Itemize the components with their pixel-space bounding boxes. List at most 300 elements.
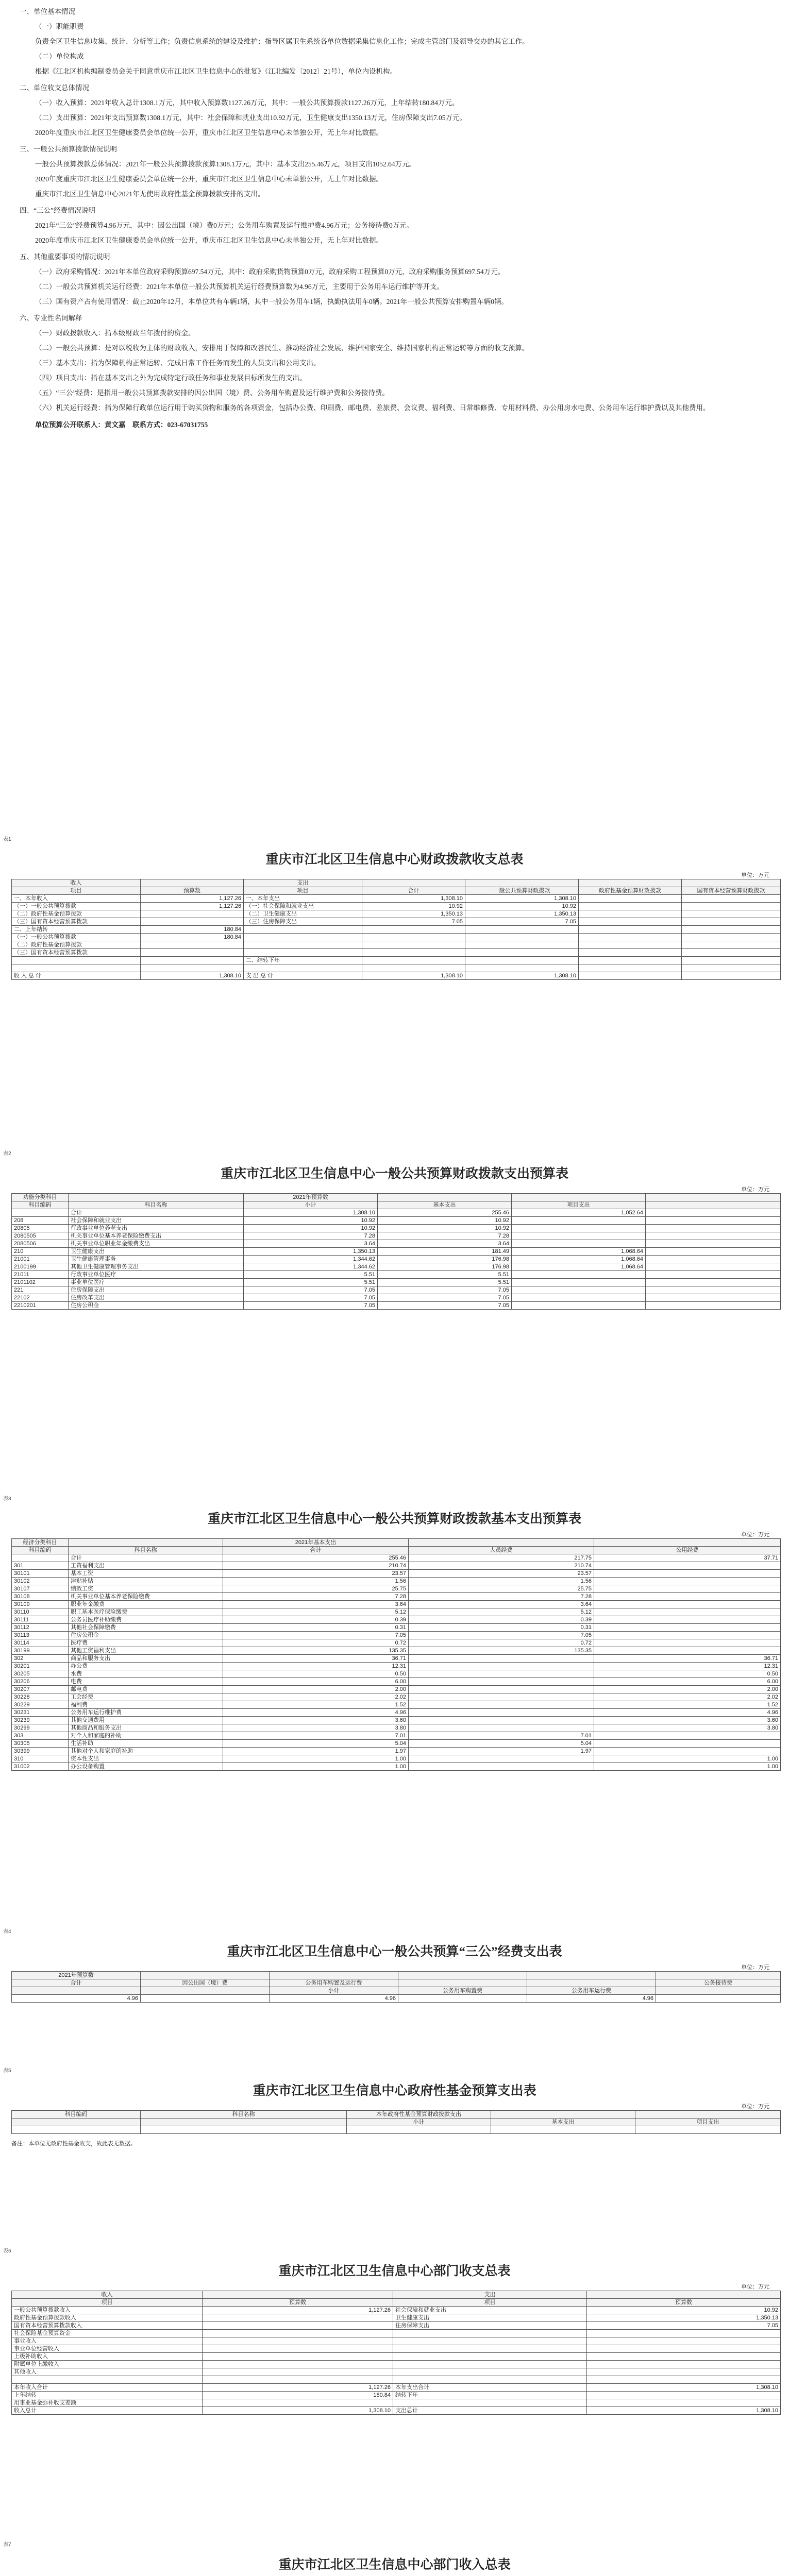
table-unit: 单位：万元 xyxy=(741,1532,769,1538)
table-header-cell: 项目 xyxy=(393,2299,587,2307)
table-cell: 2080505 xyxy=(12,1232,69,1240)
table-cell: 本年支出合计 xyxy=(393,2384,587,2392)
table-cell xyxy=(409,1670,594,1678)
table-cell: 7.05 xyxy=(223,1632,409,1639)
table-header-cell xyxy=(12,2119,141,2126)
table-cell: 30299 xyxy=(12,1724,69,1732)
table-cell: 一般公共预算拨款收入 xyxy=(12,2307,203,2314)
table-header-cell xyxy=(398,1972,527,1979)
table-row xyxy=(12,2314,781,2322)
general-public-text-2: 2020年度重庆市江北区卫生健康委员会单位统一公开，重庆市江北区卫生信息中心未单独公开，无上年对比数据。 xyxy=(35,175,383,183)
table-cell: 7.01 xyxy=(223,1732,409,1740)
table-header-cell: 功能分类科目 xyxy=(12,1194,69,1201)
heading-composition: （二）单位构成 xyxy=(35,53,84,60)
table-number: 表4 xyxy=(3,1929,11,1935)
table-row xyxy=(12,949,781,957)
table-cell xyxy=(594,1593,781,1601)
table-cell xyxy=(682,941,781,949)
table-cell: 21011 xyxy=(12,1271,69,1279)
table-cell xyxy=(12,957,141,964)
table-cell: 7.28 xyxy=(378,1232,512,1240)
term-4: （四）项目支出：指在基本支出之外为完成特定行政任务和事业发展目标所发生的支出。 xyxy=(35,374,307,382)
table-cell xyxy=(594,1616,781,1624)
table-row xyxy=(12,1663,781,1670)
table-header-cell: 科目名称 xyxy=(141,2111,347,2119)
table-header-row xyxy=(12,1547,781,1554)
table-cell: 1,068.64 xyxy=(512,1263,646,1271)
table-header-row xyxy=(12,887,781,895)
table-cell xyxy=(409,1724,594,1732)
table-cell xyxy=(646,1286,781,1294)
table-row xyxy=(12,903,781,910)
other-text-3: （三）国有资产占有使用情况：截止2020年12月，本单位共有车辆1辆，其中一般公务用车1辆，执勤执法用车0辆。2021年一般公共预算安排购置车辆0辆。 xyxy=(35,298,508,306)
table-cell xyxy=(646,1240,781,1248)
table-cell xyxy=(512,1302,646,1310)
table-cell xyxy=(203,2322,393,2330)
table-row xyxy=(12,1209,781,1217)
table-cell: 5.04 xyxy=(223,1740,409,1748)
table-cell: 对个人和家庭的补助 xyxy=(69,1732,223,1740)
heading-duty: （一）职能职责 xyxy=(35,23,84,30)
term-6: （六）机关运行经费：指为保障行政单位运行用于购买货物和服务的各项资金，包括办公费、印刷费、邮电费、差旅费、会议费、福利费、日常维修费、专用材料费、办公用房水电费、公务用车运行维护费以及其他费用。 xyxy=(35,404,710,412)
heading-overall: 二、单位收支总体情况 xyxy=(20,84,89,92)
table-row xyxy=(12,918,781,926)
table-row xyxy=(12,1217,781,1225)
table-cell xyxy=(646,1256,781,1263)
table-cell: 支出总计 xyxy=(393,2407,587,2415)
table-header-row xyxy=(12,2119,781,2126)
table-cell xyxy=(594,1740,781,1748)
compare-text: 2020年度重庆市江北区卫生健康委员会单位统一公开，重庆市江北区卫生信息中心未单独公开，无上年对比数据。 xyxy=(35,129,383,137)
table-cell: 7.05 xyxy=(244,1294,378,1302)
term-2: （二）一般公共预算：是对以税收为主体的财政收入，安排用于保障和改善民生、推动经济社会发展、维护国家安全、维持国家机构正常运转等方面的收支预算。 xyxy=(35,344,529,352)
table-header-cell: 支出 xyxy=(393,2291,587,2299)
table-row xyxy=(12,926,781,934)
heading-basic-info: 一、单位基本情况 xyxy=(20,8,75,15)
table-cell: 公务员医疗补助缴费 xyxy=(69,1616,223,1624)
table-header-cell: 经济分类科目 xyxy=(12,1539,69,1547)
table-row xyxy=(12,1740,781,1748)
table-header-cell: 政府性基金预算财政拨款 xyxy=(579,887,682,895)
table-cell: 电费 xyxy=(69,1678,223,1686)
table-cell: 附属单位上缴收入 xyxy=(12,2361,203,2368)
table-cell: 国有资本经营预算拨款收入 xyxy=(12,2322,203,2330)
table-cell: 水费 xyxy=(69,1670,223,1678)
table-row xyxy=(12,1554,781,1562)
table-header-cell: 2021年基本支出 xyxy=(223,1539,409,1547)
table-cell: 12.31 xyxy=(223,1663,409,1670)
table-cell xyxy=(682,964,781,972)
table-cell: 卫生健康管理事务 xyxy=(69,1256,244,1263)
table-cell xyxy=(594,1601,781,1608)
table-cell: 1,127.26 xyxy=(141,903,244,910)
table-cell: 1.00 xyxy=(594,1755,781,1763)
table-cell xyxy=(203,2361,393,2368)
table-cell xyxy=(409,1693,594,1701)
table-header-cell xyxy=(141,1972,270,1979)
table-cell xyxy=(409,1755,594,1763)
table-cell xyxy=(579,949,682,957)
table-cell: 事业单位经营收入 xyxy=(12,2345,203,2353)
budget-table xyxy=(11,879,781,980)
table-header-cell: 基本支出 xyxy=(491,2119,635,2126)
table-header-row xyxy=(12,2291,781,2299)
table-cell: 30101 xyxy=(12,1570,69,1578)
table-header-cell: 合计 xyxy=(362,887,465,895)
table-row xyxy=(12,2126,781,2134)
table-cell: 0.50 xyxy=(223,1670,409,1678)
table-cell: 本年收入合计 xyxy=(12,2384,203,2392)
table-row xyxy=(12,1294,781,1302)
table-cell xyxy=(594,1562,781,1570)
table-header-cell: 收入 xyxy=(12,2291,203,2299)
table-cell: 1,127.26 xyxy=(203,2307,393,2314)
table-title: 重庆市江北区卫生信息中心财政拨款收支总表 xyxy=(265,853,524,867)
table-row xyxy=(12,1732,781,1740)
table-cell: 5.51 xyxy=(244,1279,378,1286)
table-cell: 30228 xyxy=(12,1693,69,1701)
table-cell: 住房公积金 xyxy=(69,1302,244,1310)
table-cell: 合计 xyxy=(69,1209,244,1217)
table-header-cell: 科目名称 xyxy=(69,1547,223,1554)
table-number: 表7 xyxy=(3,2542,11,2548)
table-cell: 4.96 xyxy=(594,1709,781,1717)
table-cell: 3.60 xyxy=(223,1717,409,1724)
heading-three-public: 四、“三公”经费情况说明 xyxy=(20,207,95,214)
table-row xyxy=(12,2368,781,2376)
table-cell: 2080506 xyxy=(12,1240,69,1248)
table-cell: 3.64 xyxy=(244,1240,378,1248)
table-cell: 12.31 xyxy=(594,1663,781,1670)
table-header-cell: 一般公共预算财政拨款 xyxy=(465,887,579,895)
table-cell xyxy=(594,1639,781,1647)
table-cell: 1,350.13 xyxy=(587,2314,781,2322)
table-row xyxy=(12,2361,781,2368)
table-row xyxy=(12,2407,781,2415)
table-cell: 1.56 xyxy=(223,1578,409,1585)
table-header-row xyxy=(12,1979,781,1987)
table-title: 重庆市江北区卫生信息中心政府性基金预算支出表 xyxy=(253,2084,536,2098)
table-cell: 5.12 xyxy=(223,1608,409,1616)
table-cell: 1.97 xyxy=(223,1748,409,1755)
table-row xyxy=(12,2307,781,2314)
table-cell xyxy=(512,1240,646,1248)
table-cell: 7.05 xyxy=(378,1286,512,1294)
table-cell: 二、上年结转 xyxy=(12,926,141,934)
budget-table xyxy=(11,1971,781,2003)
table-row xyxy=(12,1639,781,1647)
table-cell: 3.64 xyxy=(223,1601,409,1608)
table-cell: 10.92 xyxy=(378,1225,512,1232)
table-cell: 10.92 xyxy=(362,903,465,910)
table-header-cell: 项目 xyxy=(12,2299,203,2307)
table-row xyxy=(12,1225,781,1232)
table-header-cell: 支出 xyxy=(244,879,362,887)
table-cell xyxy=(579,972,682,980)
table-cell: 5.12 xyxy=(409,1608,594,1616)
table-header-cell: 公务接待费 xyxy=(656,1979,781,1987)
table-row xyxy=(12,1748,781,1755)
table-cell: 卫生健康支出 xyxy=(393,2314,587,2322)
table-cell: 301 xyxy=(12,1562,69,1570)
table-cell: 30199 xyxy=(12,1647,69,1655)
table-row xyxy=(12,1678,781,1686)
table-cell: 津贴补贴 xyxy=(69,1578,223,1585)
table-row xyxy=(12,934,781,941)
table-cell: 1.56 xyxy=(409,1578,594,1585)
table-cell: 221 xyxy=(12,1286,69,1294)
table-cell: 7.05 xyxy=(465,918,579,926)
table-cell xyxy=(244,964,362,972)
table-row xyxy=(12,1302,781,1310)
table-row xyxy=(12,1279,781,1286)
table-cell: 事业收入 xyxy=(12,2337,203,2345)
table-cell: 21001 xyxy=(12,1256,69,1263)
table-cell xyxy=(244,941,362,949)
table-cell: 职工基本医疗保险缴费 xyxy=(69,1608,223,1616)
table-header-cell xyxy=(656,1987,781,1995)
table-cell: 7.05 xyxy=(378,1302,512,1310)
table-unit: 单位：万元 xyxy=(741,2104,769,2110)
table-header-cell xyxy=(682,879,781,887)
table-cell xyxy=(141,957,244,964)
table-cell: 工资福利支出 xyxy=(69,1562,223,1570)
table-header-cell xyxy=(646,1194,781,1201)
table-cell xyxy=(203,2337,393,2345)
table-row xyxy=(12,1624,781,1632)
table-header-cell: 项目支出 xyxy=(512,1201,646,1209)
table-cell xyxy=(203,2368,393,2376)
expense-text: （二）支出预算：2021年支出预算数1308.1万元，其中：社会保障和就业支出10.92万元，卫生健康支出1350.13万元，住房保障支出7.05万元。 xyxy=(35,114,466,122)
table-cell: 30205 xyxy=(12,1670,69,1678)
table-cell: 2.02 xyxy=(223,1693,409,1701)
table-cell: 176.98 xyxy=(378,1263,512,1271)
table-title: 重庆市江北区卫生信息中心部门收支总表 xyxy=(278,2264,511,2278)
table-cell xyxy=(646,1294,781,1302)
table-cell xyxy=(512,1279,646,1286)
table-cell xyxy=(12,1554,69,1562)
table-cell xyxy=(587,2330,781,2337)
table-cell: 30239 xyxy=(12,1717,69,1724)
table-cell: 1,350.13 xyxy=(244,1248,378,1256)
table-cell: 5.51 xyxy=(244,1271,378,1279)
table-cell: 255.46 xyxy=(223,1554,409,1562)
table-cell xyxy=(203,2353,393,2361)
table-row xyxy=(12,1263,781,1271)
table-cell: 4.96 xyxy=(270,1995,398,2003)
table-cell xyxy=(512,1271,646,1279)
table-header-cell: 公务用车购置及运行费 xyxy=(270,1979,398,1987)
table-cell: 合计 xyxy=(69,1554,223,1562)
table-row xyxy=(12,1286,781,1294)
table-cell: 1,308.10 xyxy=(465,972,579,980)
table-cell xyxy=(646,1263,781,1271)
table-cell xyxy=(465,934,579,941)
table-header-cell xyxy=(69,1194,244,1201)
term-1: （一）财政拨款收入：指本级财政当年拨付的资金。 xyxy=(35,329,195,337)
table-cell: 其他社会保障缴费 xyxy=(69,1624,223,1632)
table-header-cell: 小计 xyxy=(270,1987,398,1995)
table-row xyxy=(12,2384,781,2392)
table-cell: 2.00 xyxy=(223,1686,409,1693)
table-header-cell xyxy=(270,1972,398,1979)
heading-other-matters: 五、其他重要事项的情况说明 xyxy=(20,253,110,261)
table-cell xyxy=(491,2126,635,2134)
table-cell xyxy=(587,2337,781,2345)
table-cell: 职业年金缴费 xyxy=(69,1601,223,1608)
three-public-text-1: 2021年“三公”经费预算4.96万元，其中：因公出国（境）费0万元；公务用车购置及运行维护费4.96万元；公务接待费0万元。 xyxy=(35,222,414,229)
table-cell: 1.00 xyxy=(223,1755,409,1763)
table-cell xyxy=(656,1995,781,2003)
table-cell xyxy=(587,2361,781,2368)
table-cell: 3.64 xyxy=(409,1601,594,1608)
table-cell xyxy=(682,926,781,934)
table-cell xyxy=(393,2376,587,2384)
table-cell: 30102 xyxy=(12,1578,69,1585)
table-row xyxy=(12,1717,781,1724)
table-cell xyxy=(141,918,244,926)
table-row xyxy=(12,910,781,918)
table-cell xyxy=(646,1248,781,1256)
table-cell: 3.80 xyxy=(223,1724,409,1732)
table-header-cell: 因公出国（境）费 xyxy=(141,1979,270,1987)
table-cell: 收入总计 xyxy=(12,2407,203,2415)
table-cell xyxy=(141,2126,347,2134)
table-cell xyxy=(579,934,682,941)
table-cell xyxy=(203,2345,393,2353)
table-cell xyxy=(362,926,465,934)
table-cell xyxy=(465,941,579,949)
table-cell xyxy=(646,1217,781,1225)
table-cell xyxy=(244,949,362,957)
table-cell: 0.31 xyxy=(223,1624,409,1632)
table-cell: 10.92 xyxy=(244,1217,378,1225)
table-cell xyxy=(203,2314,393,2322)
table-cell: 30108 xyxy=(12,1593,69,1601)
table-cell xyxy=(646,1279,781,1286)
table-row xyxy=(12,1755,781,1763)
table-row xyxy=(12,941,781,949)
table-cell: 210.74 xyxy=(223,1562,409,1570)
table-cell xyxy=(465,964,579,972)
table-cell: 7.05 xyxy=(378,1294,512,1302)
table-header-cell: 科目名称 xyxy=(69,1201,244,1209)
table-header-cell xyxy=(409,1539,594,1547)
table-row xyxy=(12,2330,781,2337)
table-row xyxy=(12,1709,781,1717)
table-header-row xyxy=(12,1972,781,1979)
table-row xyxy=(12,1647,781,1655)
table-header-cell: 公务用车运行费 xyxy=(527,1987,656,1995)
table-cell xyxy=(347,2126,491,2134)
table-cell: 37.71 xyxy=(594,1554,781,1562)
table-cell xyxy=(409,1709,594,1717)
table-cell: 7.28 xyxy=(409,1593,594,1601)
table-cell xyxy=(594,1732,781,1740)
table-cell: 结转下年 xyxy=(393,2392,587,2399)
table-header-cell xyxy=(527,1979,656,1987)
table-header-row xyxy=(12,1987,781,1995)
table-cell: 商品和服务支出 xyxy=(69,1655,223,1663)
table-row xyxy=(12,1256,781,1263)
table-unit: 单位：万元 xyxy=(741,1187,769,1193)
table-header-cell: 预算数 xyxy=(203,2299,393,2307)
budget-table xyxy=(11,1193,781,1310)
table-cell: 0.31 xyxy=(409,1624,594,1632)
table-cell: 0.72 xyxy=(223,1639,409,1647)
table-cell: 7.05 xyxy=(409,1632,594,1639)
table-cell xyxy=(587,2392,781,2399)
table-header-cell xyxy=(646,1201,781,1209)
table-cell: 1,127.26 xyxy=(141,895,244,903)
table-cell xyxy=(512,1294,646,1302)
table-cell: 210 xyxy=(12,1248,69,1256)
table-cell: 10.92 xyxy=(378,1217,512,1225)
table-cell: 30107 xyxy=(12,1585,69,1593)
table-cell: 7.28 xyxy=(244,1232,378,1240)
table-row xyxy=(12,1240,781,1248)
table-header-cell xyxy=(203,2291,393,2299)
table-cell: 30113 xyxy=(12,1632,69,1639)
table-cell: 7.05 xyxy=(244,1286,378,1294)
table-cell xyxy=(203,2399,393,2407)
table-header-row xyxy=(12,2111,781,2119)
table-cell: 用事业基金弥补收支差额 xyxy=(12,2399,203,2407)
table-cell xyxy=(512,1217,646,1225)
table-cell: 30207 xyxy=(12,1686,69,1693)
general-public-text-1: 一般公共预算拨款总体情况：2021年一般公共预算拨款预算1308.1万元，其中：基本支出255.46万元，项目支出1052.64万元。 xyxy=(35,160,416,168)
table-number: 表5 xyxy=(3,2068,11,2074)
budget-table xyxy=(11,1538,781,1771)
table-header-cell: 项目 xyxy=(12,887,141,895)
table-row xyxy=(12,2337,781,2345)
table-cell: 生活补助 xyxy=(69,1740,223,1748)
table-cell xyxy=(594,1748,781,1755)
table-header-cell xyxy=(141,1987,270,1995)
table-header-cell: 项目 xyxy=(244,887,362,895)
table-cell: 1.00 xyxy=(594,1763,781,1771)
table-cell: 135.35 xyxy=(409,1647,594,1655)
table-cell: 310 xyxy=(12,1755,69,1763)
table-cell xyxy=(409,1701,594,1709)
table-cell: 30229 xyxy=(12,1701,69,1709)
table-cell: 其他交通费用 xyxy=(69,1717,223,1724)
table-header-cell: 科目编码 xyxy=(12,1201,69,1209)
table-header-cell xyxy=(527,1972,656,1979)
table-header-cell: 合计 xyxy=(223,1547,409,1554)
table-cell xyxy=(646,1225,781,1232)
table-cell: 1,052.64 xyxy=(512,1209,646,1217)
table-cell xyxy=(594,1624,781,1632)
table-cell: 1,308.10 xyxy=(244,1209,378,1217)
table-unit: 单位：万元 xyxy=(741,872,769,878)
contact-line: 单位预算公开联系人：黄文嘉 联系方式：023-67031755 xyxy=(35,421,208,429)
table-cell xyxy=(141,1995,270,2003)
table-row xyxy=(12,2322,781,2330)
table-note: 备注：本单位无政府性基金收支，故此表无数据。 xyxy=(11,2141,136,2147)
table-row xyxy=(12,2392,781,2399)
table-cell: 公务用车运行维护费 xyxy=(69,1709,223,1717)
table-cell xyxy=(587,2345,781,2353)
table-cell xyxy=(579,957,682,964)
table-header-cell xyxy=(635,2111,781,2119)
table-row xyxy=(12,1724,781,1732)
table-header-cell xyxy=(656,1972,781,1979)
table-cell: 机关事业单位职业年金缴费支出 xyxy=(69,1240,244,1248)
table-cell xyxy=(682,949,781,957)
table-cell: 0.50 xyxy=(594,1670,781,1678)
table-cell xyxy=(512,1232,646,1240)
